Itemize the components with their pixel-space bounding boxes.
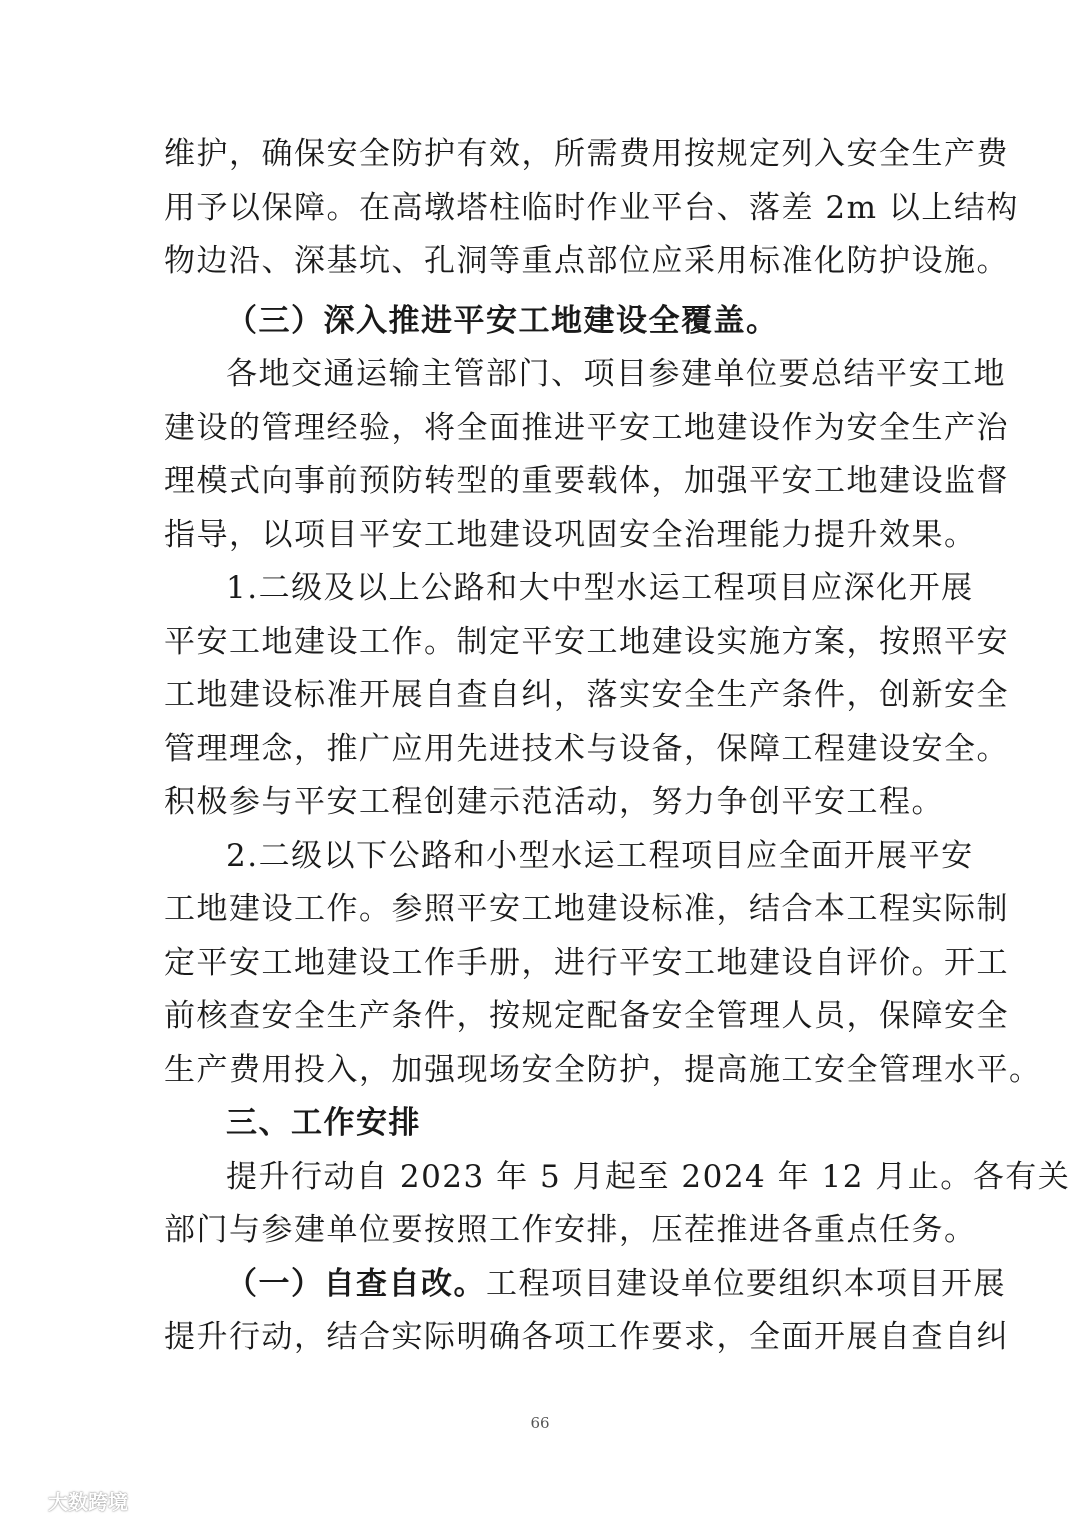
text-line: 前核查安全生产条件，按规定配备安全管理人员，保障安全 [164,998,1009,1034]
text-run: 工程项目建设单位要组织本项目开展 [486,1265,1006,1302]
text-line: 提升行动自 2023 年 5 月起至 2024 年 12 月止。各有关 [226,1158,1071,1195]
text-line [164,1258,1006,1312]
text-line: 建设的管理经验，将全面推进平安工地建设作为安全生产治 [164,409,1009,446]
text-line: 用予以保障。在高墩塔柱临时作业平台、落差 2m 以上结构 [164,189,1019,226]
text-line: 1.二级及以上公路和大中型水运工程项目应深化开展 [226,570,974,606]
text-line: 平安工地建设工作。制定平安工地建设实施方案，按照平安 [164,623,1009,660]
text-line: 定平安工地建设工作手册，进行平安工地建设自评价。开工 [164,944,1009,981]
text-line: 积极参与平安工程创建示范活动，努力争创平安工程。 [164,784,944,820]
subsection-heading: （一）自查自改。 [226,1265,486,1302]
text-line: 理模式向事前预防转型的重要载体，加强平安工地建设监督 [164,463,1009,499]
text-line: 提升行动，结合实际明确各项工作要求，全面开展自查自纠 [164,1319,1009,1355]
text-line: 2.二级以下公路和小型水运工程项目应全面开展平安 [226,837,974,874]
text-line: 部门与参建单位要按照工作安排，压茬推进各重点任务。 [164,1212,977,1248]
text-line: 工地建设工作。参照平安工地建设标准，结合本工程实际制 [164,891,1009,927]
text-line: 物边沿、深基坑、孔洞等重点部位应采用标准化防护设施。 [164,243,1009,279]
document-body [164,128,1071,1365]
page-number: 66 [530,1414,550,1432]
text-line: 管理理念，推广应用先进技术与设备，保障工程建设安全。 [164,730,1009,767]
text-line: 指导，以项目平安工地建设巩固安全治理能力提升效果。 [164,516,977,553]
text-line: 维护，确保安全防护有效，所需费用按规定列入安全生产费 [164,136,1009,172]
chat-bubble-logo-icon [10,1486,44,1514]
text-line: 生产费用投入，加强现场安全防护，提高施工安全管理水平。 [164,1051,1042,1088]
watermark-text: 大数跨境 [48,1489,128,1514]
chapter-heading: 三、工作安排 [226,1105,421,1141]
section-heading: （三）深入推进平安工地建设全覆盖。 [226,302,779,339]
text-line: 各地交通运输主管部门、项目参建单位要总结平安工地 [226,356,1006,392]
watermark [10,1483,128,1517]
text-line: 工地建设标准开展自查自纠，落实安全生产条件，创新安全 [164,677,1009,713]
